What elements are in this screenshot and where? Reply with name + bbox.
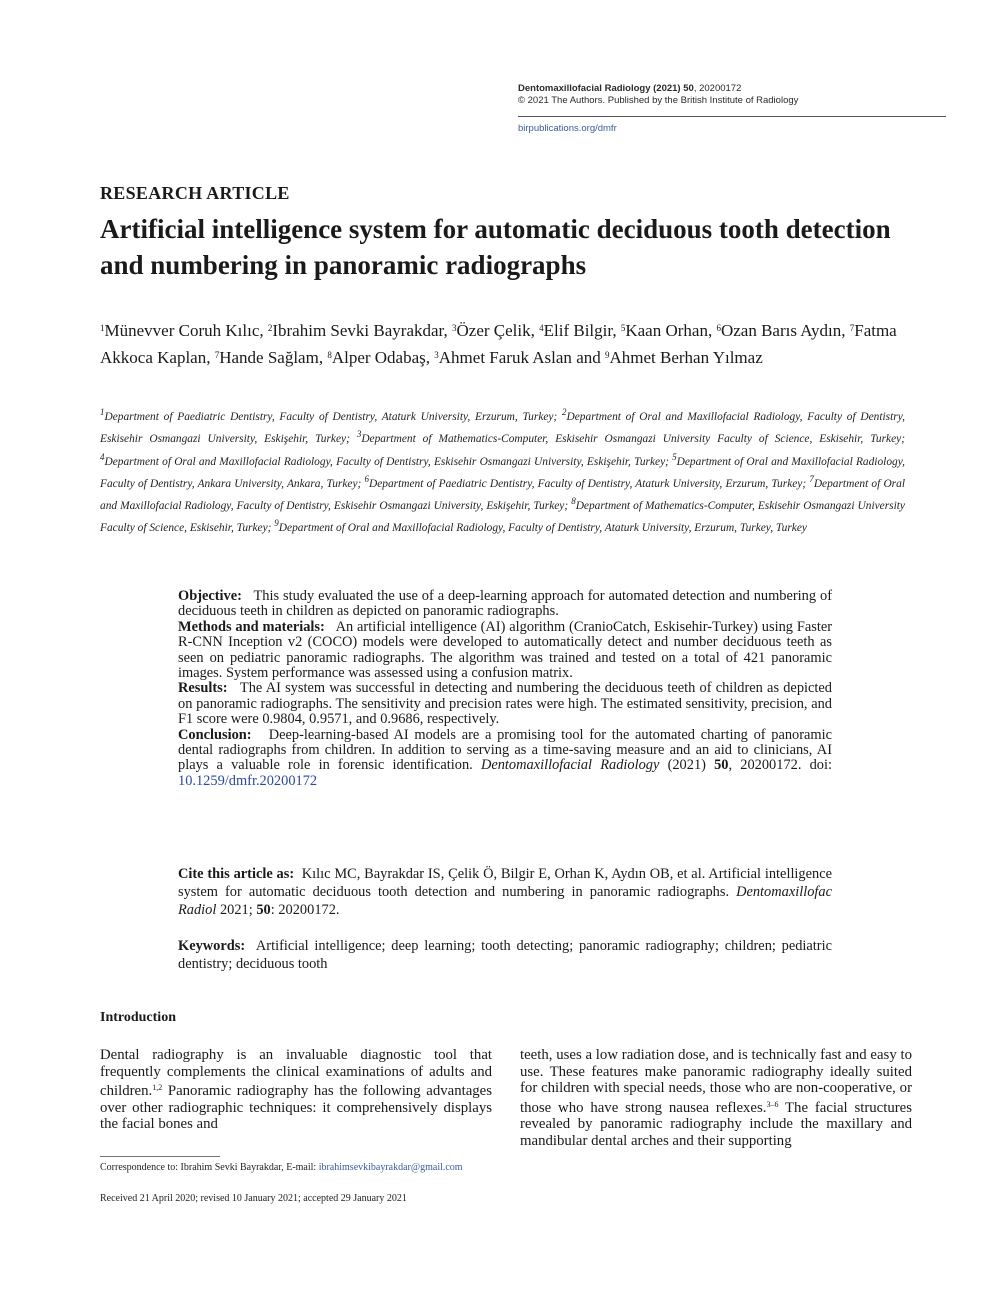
affiliation-text: Department of Mathematics-Computer, Eskisehir Osmangazi University Faculty of Science, Eskisehir, Turkey; bbox=[361, 433, 905, 446]
author bbox=[716, 321, 849, 340]
methods-label: Methods and materials: bbox=[178, 618, 325, 635]
author-affiliation-number: 8 bbox=[327, 350, 332, 360]
cite-volume: 50 bbox=[256, 902, 271, 918]
objective-label: Objective: bbox=[178, 588, 242, 604]
journal-name: Dentomaxillofacial Radiology (2021) 50 bbox=[518, 83, 694, 94]
author bbox=[434, 348, 605, 367]
correspondence-footnote bbox=[100, 1161, 495, 1175]
author bbox=[605, 348, 763, 367]
author-separator: , bbox=[318, 348, 328, 367]
abstract bbox=[178, 589, 832, 789]
intro-right-text-2: The facial structures revealed by panoramic radiography include the maxillary and mandibular dental arches and their supporting bbox=[520, 1099, 913, 1149]
author-affiliation-number: 6 bbox=[716, 323, 721, 333]
methods-text: An artificial intelligence (AI) algorithm (CranioCatch, Eskisehir-Turkey) using Faster R-CNN Inception v2 (COCO) models were developed to automatically detect and number deciduous teeth as seen on pediatric panoramic radiographs. The algorithm was trained and tested on a total of 421 panoramic images. System performance was assessed using a confusion matrix. bbox=[178, 618, 832, 682]
article-number: , 20200172 bbox=[693, 83, 742, 94]
affiliation-number: 8 bbox=[571, 496, 576, 507]
citation-rest: , 20200172. doi: bbox=[728, 757, 832, 774]
author-separator: , bbox=[425, 348, 435, 367]
article-title: Artificial intelligence system for automatic deciduous tooth detection and numbering in panoramic radiographs bbox=[100, 214, 891, 280]
introduction-right-column bbox=[520, 1047, 912, 1150]
author-list bbox=[100, 316, 920, 370]
author bbox=[539, 321, 621, 340]
introduction-heading: Introduction bbox=[100, 1010, 176, 1025]
affiliation-list bbox=[100, 404, 905, 538]
keywords-text: Artificial intelligence; deep learning; tooth detecting; panoramic radiography; children; pediatric dentistry; deciduous tooth bbox=[178, 938, 832, 972]
author-name: Ozan Barıs Aydın bbox=[720, 321, 842, 340]
abstract-methods bbox=[178, 620, 832, 682]
author-affiliation-number: 7 bbox=[849, 323, 855, 333]
author-separator: , bbox=[612, 321, 621, 340]
author bbox=[452, 321, 539, 340]
doi-link[interactable]: 10.1259/dmfr.20200172 bbox=[178, 772, 318, 789]
affiliation-text: Department of Oral and Maxillofacial Radiology, Faculty of Dentistry, Ataturk University, Erzurum, Turkey, Turkey bbox=[278, 522, 807, 535]
cite-year: 2021; bbox=[216, 902, 257, 918]
intro-right-text-1: teeth, uses a low radiation dose, and is technically fast and easy to use. These features make panoramic radiography ideally suited for children with special needs, those who are non-cooperative, or those who have strong nausea reflexes. bbox=[520, 1047, 912, 1116]
affiliation bbox=[100, 407, 563, 423]
author-affiliation-number: 4 bbox=[539, 323, 544, 333]
results-label: Results: bbox=[178, 680, 228, 697]
abstract-results bbox=[178, 681, 832, 727]
affiliation bbox=[356, 429, 905, 446]
affiliation-number: 4 bbox=[100, 451, 105, 462]
intro-left-text-2: Panoramic radiography has the following advantages over other radiographic techniques: it comprehensively displays the facial bones and bbox=[100, 1083, 492, 1133]
affiliation-text: Department of Oral and Maxillofacial Radiology, Faculty of Dentistry, Ankara University, Ankara, Turkey; bbox=[100, 455, 905, 490]
author-separator: and bbox=[571, 348, 605, 367]
affiliation-text: Department of Mathematics-Computer, Eskisehir Osmangazi University Faculty of Science, Eskisehir, Turkey; bbox=[100, 500, 905, 535]
citation-year: (2021) bbox=[659, 757, 715, 774]
cite-text: Kılıc MC, Bayrakdar IS, Çelik Ö, Bilgir E, Orhan K, Aydın OB, et al. Artificial intelligence system for automatic deciduous tooth detection and numbering in panoramic radiographs. bbox=[178, 866, 832, 900]
cite-journal: Dentomaxillofac Radiol bbox=[178, 884, 832, 918]
author-affiliation-number: 3 bbox=[452, 323, 457, 333]
affiliation-number: 2 bbox=[562, 407, 567, 417]
author-affiliation-number: 2 bbox=[267, 323, 273, 333]
journal-url-link[interactable]: birpublications.org/dmfr bbox=[518, 123, 617, 134]
affiliation-text: Department of Paediatric Dentistry, Faculty of Dentistry, Ataturk University, Erzurum, Turkey; bbox=[368, 477, 810, 490]
intro-right-ref[interactable]: 3–6 bbox=[766, 1099, 779, 1109]
affiliation-number: 5 bbox=[672, 451, 677, 462]
affiliation-number: 7 bbox=[809, 473, 814, 484]
correspondence-email-link[interactable]: ibrahimsevkibayrakdar@gmail.com bbox=[318, 1162, 463, 1173]
author-name: Ahmet Faruk Aslan bbox=[438, 348, 572, 367]
affiliation bbox=[274, 518, 807, 535]
author bbox=[100, 321, 268, 340]
author-affiliation-number: 9 bbox=[604, 350, 610, 360]
author-name: Ahmet Berhan Yılmaz bbox=[609, 348, 763, 367]
affiliation-number: 1 bbox=[100, 407, 105, 417]
author-name: Ibrahim Sevki Bayrakdar bbox=[272, 321, 444, 340]
footnote-divider bbox=[100, 1156, 220, 1157]
author-name: Münevver Coruh Kılıc bbox=[104, 321, 260, 340]
cite-this-article bbox=[178, 865, 832, 919]
author-name: Fatma Akkoca Kaplan bbox=[100, 321, 897, 367]
keywords-label: Keywords: bbox=[178, 938, 246, 954]
results-text: The AI system was successful in detecting and numbering the deciduous teeth of children as depicted on panoramic radiographs. The sensitivity and precision rates were high. The estimated sensitivity, precision, and F1 score were 0.9804, 0.9571, and 0.9686, respectively. bbox=[178, 680, 832, 728]
author-separator: , bbox=[259, 321, 268, 340]
author-name: Kaan Orhan bbox=[625, 321, 708, 340]
copyright-line: © 2021 The Authors. Published by the British Institute of Radiology bbox=[518, 95, 799, 106]
author-affiliation-number: 5 bbox=[620, 323, 626, 333]
author-separator: , bbox=[530, 321, 540, 340]
conclusion-label: Conclusion: bbox=[178, 726, 252, 743]
author bbox=[621, 321, 717, 340]
author-name: Hande Sağlam bbox=[219, 348, 319, 367]
cite-label: Cite this article as: bbox=[178, 866, 295, 882]
affiliation-text: Department of Oral and Maxillofacial Radiology, Faculty of Dentistry, Eskisehir Osmangazi University, Eskişehir, Turkey; bbox=[100, 411, 905, 446]
author-separator: , bbox=[206, 348, 215, 367]
citation-volume: 50 bbox=[714, 757, 729, 774]
introduction-left-column bbox=[100, 1047, 492, 1133]
intro-left-text-1: Dental radiography is an invaluable diagnostic tool that frequently complements the clinical examinations of adults and children. bbox=[100, 1047, 492, 1100]
affiliation bbox=[364, 473, 810, 490]
correspondence-text: Correspondence to: Ibrahim Sevki Bayrakdar, E-mail: bbox=[100, 1162, 319, 1173]
author-separator: , bbox=[707, 321, 717, 340]
header-divider bbox=[518, 116, 946, 117]
affiliation-text: Department of Oral and Maxillofacial Radiology, Faculty of Dentistry, Eskisehir Osmangazi University, Eskişehir, Turkey; bbox=[100, 477, 905, 513]
keywords bbox=[178, 937, 832, 973]
abstract-objective bbox=[178, 589, 832, 620]
affiliation-text: Department of Paediatric Dentistry, Faculty of Dentistry, Ataturk University, Erzurum, Turkey; bbox=[104, 411, 563, 423]
intro-left-ref[interactable]: 1,2 bbox=[152, 1083, 163, 1093]
affiliation-number: 9 bbox=[274, 518, 279, 529]
article-type: RESEARCH ARTICLE bbox=[100, 183, 290, 203]
author-affiliation-number: 1 bbox=[100, 323, 105, 333]
affiliation bbox=[100, 451, 673, 468]
abstract-conclusion bbox=[178, 728, 832, 790]
author-separator: , bbox=[443, 321, 453, 340]
received-dates: Received 21 April 2020; revised 10 January 2021; accepted 29 January 2021 bbox=[100, 1193, 407, 1204]
author-name: Özer Çelik bbox=[456, 321, 531, 340]
author-separator: , bbox=[841, 321, 850, 340]
objective-text: This study evaluated the use of a deep-learning approach for automated detection and numbering of deciduous teeth in children as depicted on panoramic radiographs. bbox=[178, 588, 832, 620]
author-affiliation-number: 7 bbox=[214, 350, 220, 360]
author-name: Alper Odabaş bbox=[331, 348, 426, 367]
affiliation-text: Department of Oral and Maxillofacial Radiology, Faculty of Dentistry, Eskisehir Osmangazi University, Eskişehir, Turkey; bbox=[104, 455, 673, 468]
citation-journal: Dentomaxillofacial Radiology bbox=[480, 757, 660, 774]
author bbox=[215, 348, 328, 367]
journal-header bbox=[518, 83, 948, 107]
author-name: Elif Bilgir bbox=[543, 321, 613, 340]
author bbox=[327, 348, 434, 367]
conclusion-text: Deep-learning-based AI models are a promising tool for the automated charting of panoramic dental radiographs from children. In addition to serving as a time-saving measure and an aid to clinicians, AI plays a valuable role in forensic identification. bbox=[178, 726, 832, 774]
cite-rest: : 20200172. bbox=[270, 902, 340, 918]
affiliation-number: 3 bbox=[356, 429, 362, 440]
author bbox=[268, 321, 452, 340]
author-affiliation-number: 3 bbox=[434, 350, 439, 360]
affiliation-number: 6 bbox=[364, 473, 369, 484]
